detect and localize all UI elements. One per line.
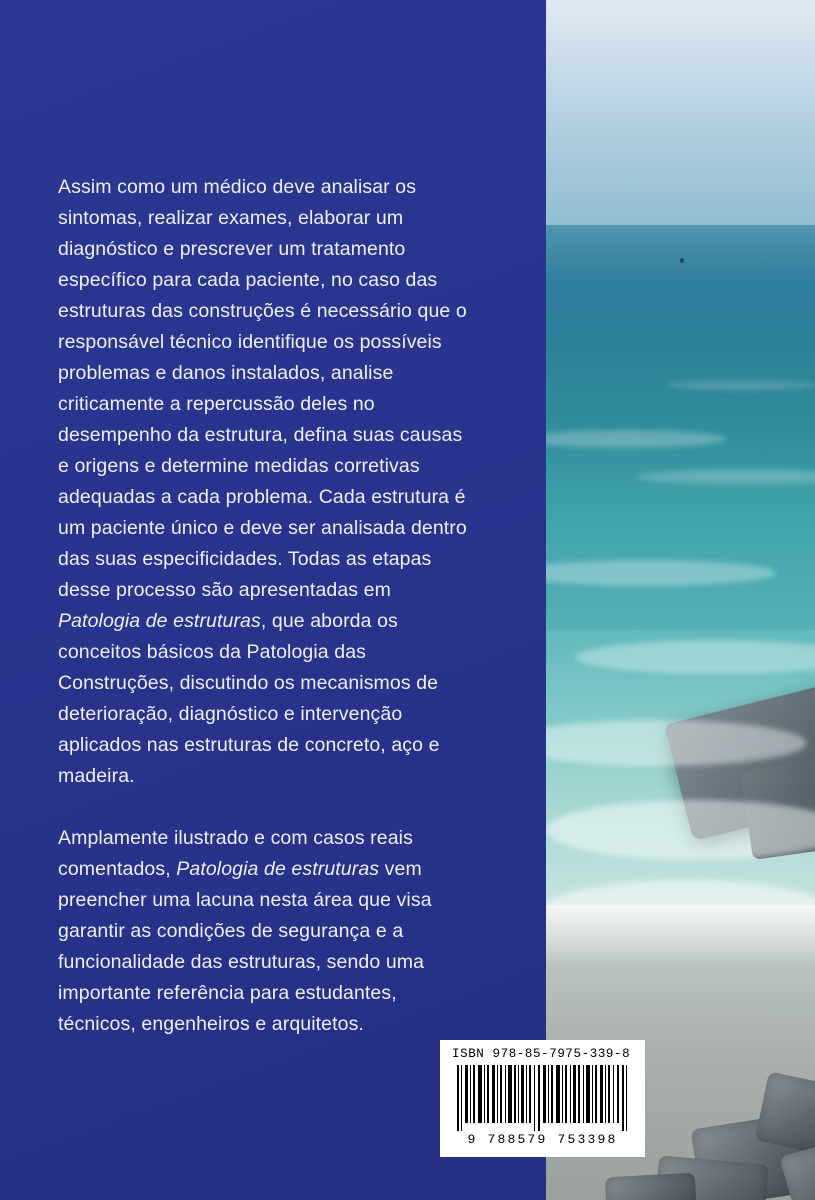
photo-mid-sea — [546, 348, 815, 648]
photo-rock — [605, 1173, 697, 1200]
book-blurb — [58, 172, 478, 1040]
blurb-p1-text-2: , que aborda os conceitos básicos da Patologia das Construções, discutindo os mecanismos de deterioração, diagnóstico e intervenção aplicados nas estruturas de concreto, aço e madeira. — [58, 610, 440, 787]
photo-wet-sand-shine — [546, 905, 815, 965]
blurb-p2-text-1: Amplamente ilustrado e com casos reais comentados, — [58, 827, 413, 880]
blurb-p1-title-italic: Patologia de estruturas — [58, 610, 261, 632]
photo-surfer-dot — [680, 258, 684, 263]
photo-sky — [546, 0, 815, 230]
blurb-paragraph-1 — [58, 172, 478, 792]
blurb-p2-title-italic: Patologia de estruturas — [176, 858, 380, 880]
photo-distant-sea — [546, 225, 815, 355]
barcode-image — [454, 1065, 632, 1131]
blurb-paragraph-2 — [58, 823, 478, 1040]
photo-foam-streak — [666, 380, 815, 390]
isbn-barcode-block — [440, 1040, 645, 1157]
blurb-p2-text-2: vem preencher uma lacuna nesta área que visa garantir as condições de segurança e a funcionalidade das estruturas, sendo uma importante referência para estudantes, técnicos, engenheiros e arquitetos. — [58, 858, 432, 1035]
cover-photo-strip — [546, 0, 815, 1200]
barcode-digits: 9 788579 753398 — [467, 1132, 618, 1147]
isbn-label-text: ISBN 978-85-7975-339-8 — [452, 1047, 631, 1061]
blurb-p1-text-1: Assim como um médico deve analisar os sintomas, realizar exames, elaborar um diagnóstico e prescrever um tratamento específico para cada paciente, no caso das estruturas das construções é necessário que o responsável técnico identifique os possíveis problemas e danos instalados, analise criticamente a repercussão deles no desempenho da estrutura, defina suas causas e origens e determine medidas corretivas adequadas a cada problema. Cada estrutura é um paciente único e deve ser analisada dentro das suas especificidades. Todas as etapas desse processo são apresentadas em — [58, 176, 467, 601]
